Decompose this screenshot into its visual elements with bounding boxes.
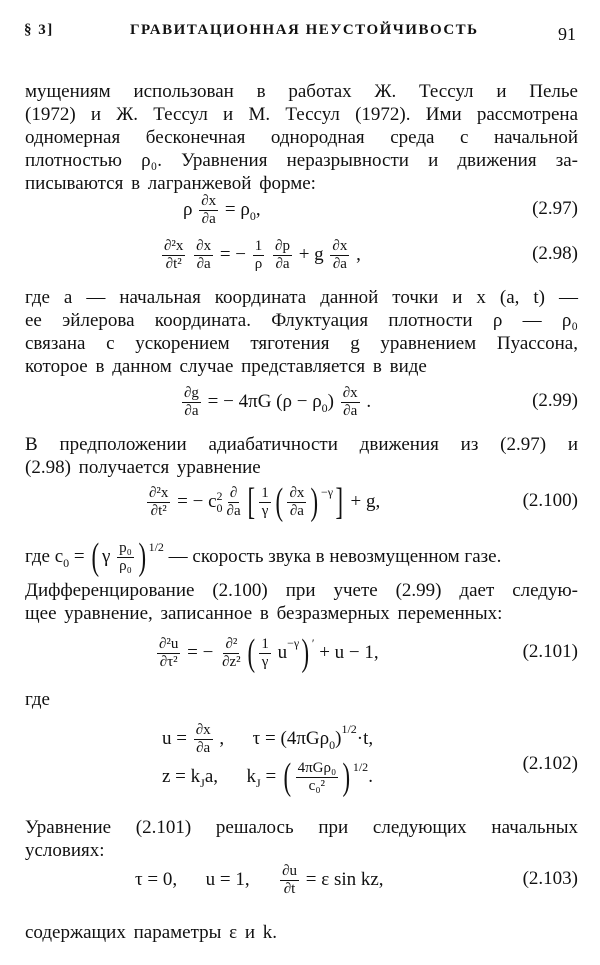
numerator: ∂²x <box>164 237 184 254</box>
fraction <box>220 636 243 671</box>
text-line: ее эйлерова координата. Флуктуация плотности ρ — ρ₀ <box>25 310 578 331</box>
equation-number: (2.98) <box>532 243 578 264</box>
text-line: писываются в лагранжевой форме: <box>25 173 316 194</box>
equation <box>180 380 371 424</box>
delimiter: ) <box>342 756 351 798</box>
denominator: ∂t <box>283 880 296 897</box>
equation <box>183 188 261 232</box>
equation-number: (2.97) <box>532 198 578 219</box>
math-text: ) <box>335 728 342 749</box>
denominator: ∂a <box>332 255 347 272</box>
text-line: (2.98) получается уравнение <box>25 457 261 478</box>
fraction <box>280 863 299 898</box>
math-text: u = <box>162 728 192 749</box>
delimiter: ( <box>283 756 292 798</box>
math-text: = − <box>182 642 219 663</box>
denominator: ρ₀ <box>119 557 132 574</box>
text-line: плотностью ρ₀. Уравнения неразрывности и движения за- <box>25 150 578 171</box>
numerator: ∂x <box>332 237 348 254</box>
fraction <box>330 238 349 273</box>
denominator: c₀² <box>308 777 326 794</box>
sub-superscript <box>217 490 223 514</box>
math-text <box>187 244 192 266</box>
math-text: ) <box>327 391 339 412</box>
denominator: γ <box>261 502 269 519</box>
fraction <box>341 385 360 420</box>
text-line: Уравнение (2.101) решалось при следующих начальных <box>25 817 578 838</box>
equation-number: (2.101) <box>522 641 578 662</box>
text-line: (1972) и Ж. Тессул и М. Тессул (1972). Ими рассмотрена <box>25 104 578 125</box>
delimiter: ) <box>310 481 319 523</box>
math-text: γ <box>102 546 116 567</box>
numerator: ∂g <box>184 384 199 401</box>
superscript: −γ <box>321 484 334 499</box>
equation-number: (2.100) <box>522 490 578 511</box>
text-line: связана с ускорением тяготения g уравнением Пуассона, <box>25 333 578 354</box>
equation <box>160 233 361 277</box>
text-line: Дифференцирование (2.100) при учете (2.99) дает следую- <box>25 580 578 601</box>
superscript: −γ <box>287 635 300 650</box>
equation <box>25 535 501 579</box>
equation-number: (2.103) <box>522 868 578 889</box>
running-title: ГРАВИТАЦИОННАЯ НЕУСТОЙЧИВОСТЬ <box>130 22 479 38</box>
numerator: ∂u <box>282 862 297 879</box>
denominator: ∂a <box>196 255 211 272</box>
numerator: 1 <box>261 484 269 501</box>
text-line: где <box>25 689 50 710</box>
math-text: a, k <box>204 766 257 787</box>
denominator: ∂a <box>201 210 216 227</box>
section-marker: § 3] <box>24 22 54 38</box>
fraction <box>225 485 243 520</box>
delimiter: ( <box>91 536 100 578</box>
denominator: ρ <box>254 255 263 272</box>
math-text: = − c <box>172 491 217 512</box>
equation-number: (2.99) <box>532 390 578 411</box>
math-text: ·t, <box>356 728 374 749</box>
text-line: щее уравнение, записанное в безразмерных переменных: <box>25 603 503 624</box>
math-text: . <box>368 766 373 787</box>
math-text: + u − 1, <box>314 642 379 663</box>
subscript: 0 <box>216 501 223 515</box>
numerator: ∂x <box>196 237 212 254</box>
fraction <box>194 722 213 757</box>
subscript: J <box>256 775 261 790</box>
denominator: ∂a <box>184 402 199 419</box>
denominator: ∂a <box>275 255 290 272</box>
denominator: ∂z² <box>222 653 241 670</box>
text-line: мущениям использован в работах Ж. Тессул и Пелье <box>25 81 578 102</box>
equation <box>162 755 373 799</box>
fraction <box>182 385 201 420</box>
math-text: , <box>351 244 361 265</box>
fraction <box>147 485 170 520</box>
denominator: ∂a <box>226 502 241 519</box>
math-text: = − 4πG (ρ − ρ <box>202 391 322 412</box>
delimiter: ] <box>335 481 344 523</box>
fraction <box>287 485 306 520</box>
numerator: ∂x <box>342 384 358 401</box>
text-line: где a — начальная координата данной точки и x (a, t) — <box>25 287 578 308</box>
text-line: которое в данном случае представляется в виде <box>25 356 427 377</box>
fraction <box>199 193 218 228</box>
math-text: — скорость звука в невозмущенном газе. <box>163 546 502 567</box>
superscript: 2 <box>216 489 223 503</box>
math-text: = ρ <box>220 199 250 220</box>
math-text: + g <box>293 244 329 265</box>
superscript: 1/2 <box>341 721 357 736</box>
math-text: , τ = (4πGρ <box>214 728 330 749</box>
math-text: = − <box>215 244 251 265</box>
fraction <box>296 760 339 795</box>
fraction <box>162 238 185 273</box>
subscript: 0 <box>329 737 336 752</box>
math-text: = <box>69 546 90 567</box>
denominator: ∂a <box>196 739 211 756</box>
math-text: , <box>255 199 261 220</box>
numerator: p₀ <box>119 539 132 556</box>
equation-number: (2.102) <box>522 753 578 774</box>
math-text: z = k <box>162 766 201 787</box>
numerator: ∂ <box>229 484 238 501</box>
subscript: J <box>200 775 205 790</box>
superscript: ′ <box>311 635 315 650</box>
text-line: содержащих параметры ε и k. <box>25 922 278 943</box>
denominator: γ <box>261 653 269 670</box>
denominator: ∂t² <box>165 255 182 272</box>
delimiter: ) <box>301 632 310 674</box>
equation <box>135 858 384 902</box>
denominator: ∂τ² <box>159 653 178 670</box>
math-text: где c <box>25 546 64 567</box>
denominator: ∂a <box>289 502 304 519</box>
math-text: u <box>272 642 288 663</box>
numerator: 1 <box>261 635 269 652</box>
numerator: ∂x <box>201 192 217 209</box>
delimiter: ( <box>247 632 255 674</box>
fraction <box>157 636 180 671</box>
text-line: В предположении адиабатичности движения из (2.97) и <box>25 434 578 455</box>
denominator: ∂t² <box>150 502 167 519</box>
numerator: ∂²x <box>149 484 169 501</box>
subscript: 0 <box>249 208 256 223</box>
numerator: 1 <box>254 237 263 254</box>
numerator: ∂²u <box>159 635 179 652</box>
math-text: = <box>260 766 281 787</box>
page-number: 91 <box>558 24 576 44</box>
numerator: ∂x <box>195 721 211 738</box>
fraction <box>253 238 265 273</box>
fraction <box>194 238 213 273</box>
delimiter: [ <box>247 481 255 523</box>
math-text: ρ <box>183 199 198 220</box>
text-line: условиях: <box>25 840 105 861</box>
superscript: 1/2 <box>148 539 164 554</box>
equation <box>145 480 380 524</box>
fraction <box>259 636 271 671</box>
numerator: ∂² <box>225 635 238 652</box>
subscript: 0 <box>63 555 70 570</box>
numerator: ∂x <box>289 484 305 501</box>
fraction <box>259 485 271 520</box>
equation <box>155 631 379 675</box>
text-line: одномерная бесконечная однородная среда с начальной <box>25 127 578 148</box>
subscript: 0 <box>321 400 328 415</box>
fraction <box>117 540 134 575</box>
numerator: 4πGρ₀ <box>297 759 337 776</box>
numerator: ∂p <box>275 237 290 254</box>
math-text: τ = 0, u = 1, <box>135 869 279 890</box>
fraction <box>273 238 292 273</box>
delimiter: ) <box>138 536 147 578</box>
math-text: = ε sin kz, <box>301 869 384 890</box>
math-text: . <box>361 391 372 412</box>
denominator: ∂a <box>343 402 358 419</box>
math-text: + g, <box>345 491 381 512</box>
superscript: 1/2 <box>352 759 369 774</box>
math-text <box>266 244 271 266</box>
delimiter: ( <box>275 481 283 523</box>
